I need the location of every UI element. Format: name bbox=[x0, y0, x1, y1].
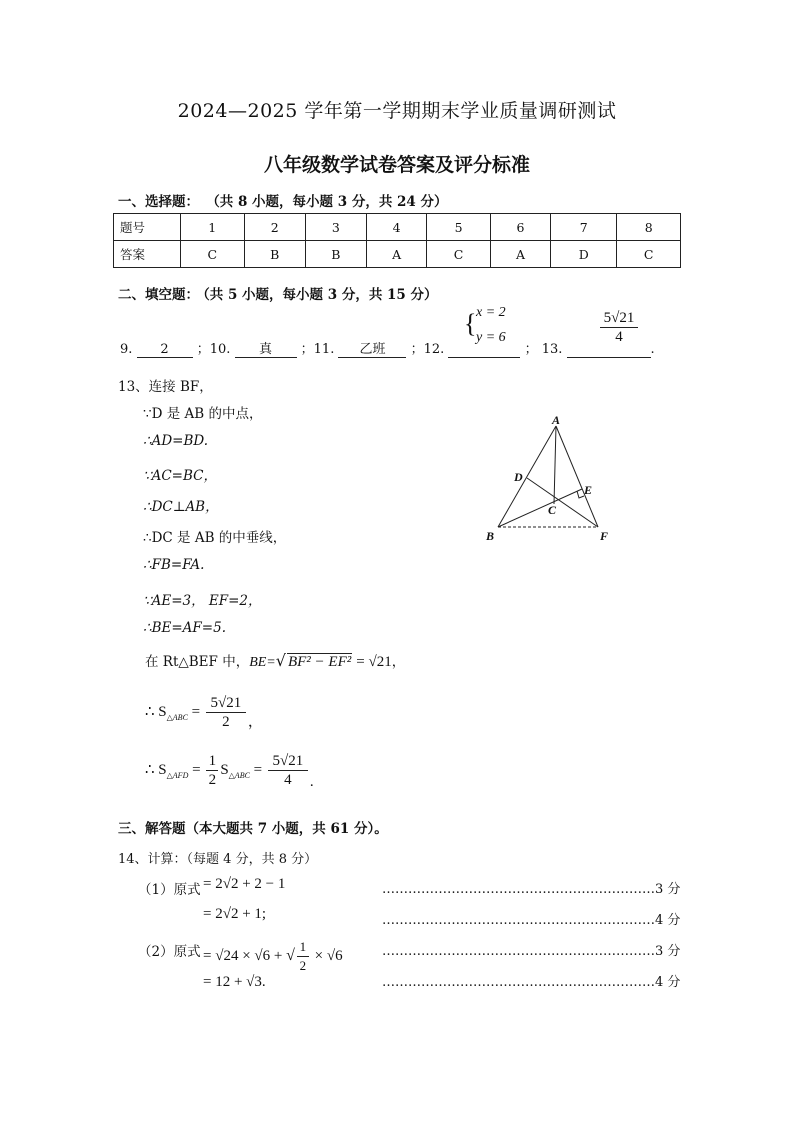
section2-heading-text: 二、填空题： bbox=[118, 287, 199, 303]
q13-denominator: 4 bbox=[615, 329, 623, 345]
answer-key-title: 八年级数学试卷答案及评分标准 bbox=[263, 154, 530, 176]
table-cell: 1 bbox=[181, 214, 245, 241]
proof-line-4: ∵AC=BC， bbox=[143, 468, 217, 484]
rt-result: = √21 bbox=[356, 654, 392, 670]
q12-x: x = 2 bbox=[476, 305, 506, 320]
q13-numerator: 5√21 bbox=[600, 309, 638, 328]
s1-numerator: 5√21 bbox=[206, 694, 246, 713]
table-cell: 4 bbox=[367, 214, 427, 241]
q12-y: y = 6 bbox=[476, 330, 506, 345]
proof-line-9: ∴BE=AF=5. bbox=[143, 620, 226, 636]
line-be bbox=[498, 489, 582, 527]
proof-rt-line: 在 Rt△BEF 中，BE=√ BF² − EF² = √21， bbox=[145, 651, 406, 670]
p1-label: （1）原式 bbox=[138, 882, 201, 898]
s2-mid-sub: △ABC bbox=[228, 770, 250, 780]
rt-radicand: BF² − EF² bbox=[287, 654, 352, 670]
proof-line-2: ∵D 是 AB 的中点， bbox=[143, 406, 263, 422]
table-cell: B bbox=[305, 241, 366, 268]
answer-table bbox=[113, 213, 681, 268]
rt-prefix: 在 Rt△BEF 中， bbox=[145, 654, 250, 670]
section2-note: （共 5 小题，每小题 3 分，共 15 分） bbox=[203, 287, 438, 303]
score-line-4: ………………………………………………………4 分 bbox=[382, 975, 681, 990]
proof-line-7: ∴FB=FA. bbox=[143, 557, 205, 573]
q10-answer: 真 bbox=[235, 338, 297, 358]
s2-numerator: 5√21 bbox=[268, 752, 308, 771]
s2-end: . bbox=[309, 773, 314, 790]
proof-area-abc bbox=[145, 694, 263, 731]
p2-line1: = √24 × √6 + √ $\frac{1}{2}$ × √6 bbox=[203, 939, 343, 973]
table-cell: 2 bbox=[244, 214, 305, 241]
table-cell: C bbox=[617, 241, 681, 268]
fill-answers-line bbox=[120, 338, 655, 358]
triangle-figure bbox=[478, 412, 618, 548]
proof-line-8: ∵AE=3， EF=2， bbox=[143, 593, 262, 609]
section1-heading-text: 一、选择题： bbox=[118, 194, 199, 210]
row-label-answer: 答案 bbox=[114, 241, 181, 268]
score-line-3: ………………………………………………………3 分 bbox=[382, 944, 681, 959]
proof-line-5: ∴DC⊥AB， bbox=[143, 499, 219, 515]
table-cell: A bbox=[490, 241, 550, 268]
rt-end: ， bbox=[391, 654, 406, 670]
p2-line2: = 12 + √3. bbox=[203, 974, 266, 990]
section2-heading bbox=[118, 283, 438, 303]
q13-label: ； 13. bbox=[524, 342, 563, 357]
proof-line-3: ∴AD=BD. bbox=[143, 433, 209, 449]
table-cell: D bbox=[551, 241, 617, 268]
table-cell: 7 bbox=[551, 214, 617, 241]
table-cell: C bbox=[427, 241, 491, 268]
proof-line-6: ∴DC 是 AB 的中垂线， bbox=[143, 530, 287, 546]
s2-mid: S bbox=[220, 761, 229, 778]
q10-label: ；10. bbox=[196, 342, 231, 357]
proof-line-1: 13、连接 BF， bbox=[118, 379, 213, 395]
line-ac bbox=[554, 426, 556, 504]
table-cell: 8 bbox=[617, 214, 681, 241]
s1-sub: △ABC bbox=[166, 712, 188, 722]
p1-line2: = 2√2 + 1; bbox=[203, 906, 267, 922]
score-line-1: ………………………………………………………3 分 bbox=[382, 882, 681, 897]
q12-brace: { bbox=[464, 309, 477, 338]
s1-denominator: 2 bbox=[222, 714, 230, 730]
score-value: 4 分 bbox=[655, 913, 681, 928]
score-line-2: ………………………………………………………4 分 bbox=[382, 913, 681, 928]
point-label-f: F bbox=[600, 529, 609, 543]
line-af bbox=[556, 426, 598, 527]
q11-answer: 乙班 bbox=[338, 338, 406, 358]
proof-area-afd bbox=[145, 752, 314, 789]
table-cell: 5 bbox=[427, 214, 491, 241]
s2-eq2: = bbox=[253, 761, 263, 778]
p1-line1: = 2√2 + 2 − 1 bbox=[203, 876, 286, 892]
section1-note: （共 8 小题，每小题 3 分，共 24 分） bbox=[213, 194, 448, 210]
q13-end: . bbox=[650, 342, 655, 357]
q9-answer: 2 bbox=[137, 342, 193, 358]
score-value: 3 分 bbox=[655, 882, 681, 897]
q14-heading: 14、计算：（每题 4 分，共 8 分） bbox=[118, 852, 318, 867]
section1-heading bbox=[118, 190, 448, 210]
q11-label: ；11. bbox=[300, 342, 335, 357]
s2-prefix: ∴ S bbox=[145, 761, 167, 778]
s1-prefix: ∴ S bbox=[145, 703, 167, 720]
p2-line1b: × √6 bbox=[314, 947, 343, 964]
s2-half-num: 1 bbox=[206, 752, 218, 771]
table-cell: C bbox=[181, 241, 245, 268]
score-value: 3 分 bbox=[655, 944, 681, 959]
section3-heading: 三、解答题（本大题共 7 小题，共 61 分）。 bbox=[118, 821, 388, 837]
s1-eq: = bbox=[191, 703, 201, 720]
p2-line1a: = √24 × √6 + bbox=[203, 947, 283, 964]
table-cell: 6 bbox=[490, 214, 550, 241]
s2-eq: = bbox=[192, 761, 201, 778]
score-value: 4 分 bbox=[655, 975, 681, 990]
table-cell: B bbox=[244, 241, 305, 268]
q12-label: ；12. bbox=[410, 342, 445, 357]
point-label-d: D bbox=[514, 470, 523, 484]
question-number-row bbox=[114, 214, 681, 241]
p2-frac-den: 2 bbox=[299, 958, 307, 973]
q9-label: 9. bbox=[120, 342, 133, 357]
p2-label: （2）原式 bbox=[138, 944, 201, 960]
point-label-c: C bbox=[548, 503, 557, 517]
s2-half-den: 2 bbox=[208, 772, 217, 788]
point-label-b: B bbox=[486, 529, 495, 543]
table-cell: 3 bbox=[305, 214, 366, 241]
point-label-e: E bbox=[584, 483, 593, 497]
p2-frac-num: 1 bbox=[297, 938, 309, 957]
rt-expr: BE= bbox=[249, 655, 276, 670]
s1-end: ， bbox=[247, 713, 263, 730]
answer-row bbox=[114, 241, 681, 268]
row-label-number: 题号 bbox=[114, 214, 181, 241]
s2-sub: △AFD bbox=[166, 770, 189, 780]
s2-denominator: 4 bbox=[284, 772, 292, 788]
q13-answer bbox=[598, 309, 640, 346]
table-cell: A bbox=[367, 241, 427, 268]
exam-title: 2024—2025 学年第一学期期末学业质量调研测试 bbox=[177, 100, 617, 122]
point-label-a: A bbox=[552, 413, 561, 427]
